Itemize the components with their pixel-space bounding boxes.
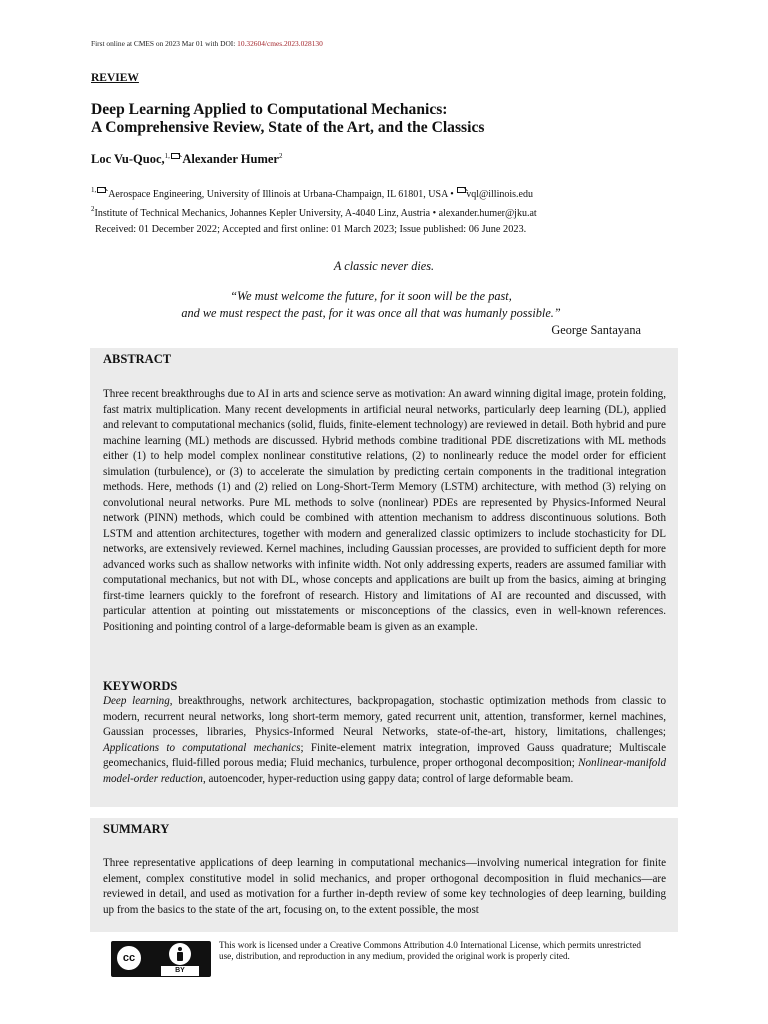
title-line-2: A Comprehensive Review, State of the Art, and the Classics [91,119,485,136]
abstract-box [90,348,678,807]
keyword-list-1: , breakthroughs, network architectures, backpropagation, stochastic optimization methods from classic to modern, recurrent neural networks, long short-term memory, gated recurrent unit, attention, transformer, kernel machines, Gaussian processes, libraries, Physics-Informed Neural Networks, state-of-the-art, history, limitations, challenges; [103,695,667,738]
motto: A classic never dies. [333,259,435,273]
author-1-sup: 1, [164,152,170,160]
author-1: Loc Vu-Quoc, [91,152,165,166]
keyword-list-2: ; Finite-element matrix integration, improved Gauss quadrature; Multiscale geomechanics, fluid-filled porous media; Fluid mechanics, turbulence, proper orthogonal decomposition; [103,741,666,769]
summary-box [90,818,678,932]
affiliation-2-text: Institute of Technical Mechanics, Johannes Kepler University, A-4040 Linz, Austria • alexander.humer@jku.at [94,208,537,219]
abstract-heading: ABSTRACT [103,352,172,366]
license-text: This work is licensed under a Creative Commons Attribution 4.0 International License, which permits unrestricted use, distribution, and reproduction in any medium, provided the original work is properly cited. [219,940,641,962]
cc-icon: cc [115,944,143,972]
quote-line-2: and we must respect the past, for it was once all that was humanly possible.” [181,306,561,320]
envelope-icon [457,187,466,193]
keyword-group-3: Nonlinear-manifold model-order reduction [103,757,666,785]
affiliation-1-email[interactable]: vql@illinois.edu [466,189,533,200]
quote-line-1: “We must welcome the future, for it soon will be the past, [230,289,512,303]
summary-heading: SUMMARY [103,822,170,836]
summary-text: Three representative applications of deep learning in computational mechanics—involving numerical integration for finite element, complex constitutive model in solid mechanics, and proper orthogonal decomposition in fluid mechanics—are reviewed in detail, and used as motivation for a further in-depth review of some key technologies of deep learning, building up from the basics to the state of the art, focusing on, to the extent possible, the most [103,857,666,916]
online-notice [91,39,323,48]
keywords-text [103,694,666,787]
author-list [91,152,282,167]
envelope-icon [97,187,106,193]
online-prefix: First online at CMES on 2023 Mar 01 with DOI: [91,39,238,48]
doi-link[interactable]: 10.32604/cmes.2023.028130 [237,39,323,48]
keyword-list-3: , autoencoder, hyper-reduction using gappy data; control of large deformable beam. [202,772,574,785]
title-line-1: Deep Learning Applied to Computational Mechanics: [91,101,448,118]
attribution-person-icon [177,947,183,961]
section-label: REVIEW [91,72,139,84]
cc-by-badge[interactable] [111,941,211,977]
keywords-heading: KEYWORDS [103,679,178,693]
author-2: Alexander Humer [182,152,279,166]
by-label: BY [161,966,199,976]
author-2-sup: 2 [278,152,283,160]
envelope-icon [171,153,180,159]
quote-author: George Santayana [551,323,641,337]
affiliation-1-sup: 1, [91,186,97,194]
abstract-text: Three recent breakthroughs due to AI in arts and science serve as motivation: An award winning digital image, protein folding, fast matrix multiplication. Many recent developments in artificial neural networks, particularly deep learning (DL), applied and relevant to computational mechanics (solid, fluids, finite-element technology) are reviewed in detail. Both hybrid and pure machine learning (ML) methods are discussed. Hybrid methods combine traditional PDE discretizations with ML methods either (1) to help model complex nonlinear constitutive relations, (2) to nonlinearly reduce the model order for efficient simulation (turbulence), or (3) to accelerate the simulation by predicting certain components in the traditional integration methods. Here, methods (1) and (2) relied on Long-Short-Term Memory (LSTM) architecture, with method (3) relying on convolutional neural networks. Pure ML methods to solve (nonlinear) PDEs are represented by Physics-Informed Neural network (PINN) methods, which could be combined with attention mechanism to address discontinuous solutions. Both LSTM and attention architectures, together with modern and generalized classic optimizers to include stochasticity for DL networks, are extensively reviewed. Kernel machines, including Gaussian processes, are provided to sufficient depth for more advanced works such as shallow networks with infinite width. Not only addressing experts, readers are assumed familiar with computational mechanics, but not with DL, whose concepts and applications are built up from the basics, aiming at bringing first-time learners quickly to the forefront of research. History and limitations of AI are recounted and discussed, with particular attention at pointing out misstatements or misconceptions of the classics, even in well-known references. Positioning and pointing control of a large-deformable beam is given as an example. [103,388,666,633]
affiliation-1-text: Aerospace Engineering, University of Illinois at Urbana-Champaign, IL 61801, USA • [108,189,454,200]
received-dates: Received: 01 December 2022; Accepted and first online: 01 March 2023; Issue published: 06 June 2023. [95,224,527,235]
keyword-group-2: Applications to computational mechanics [103,741,301,754]
paper-title [91,101,484,137]
affiliation-2 [91,205,537,219]
affiliation-1 [91,186,533,200]
affiliation-2-sup: 2 [91,205,95,213]
keyword-group-1: Deep learning [103,695,170,707]
